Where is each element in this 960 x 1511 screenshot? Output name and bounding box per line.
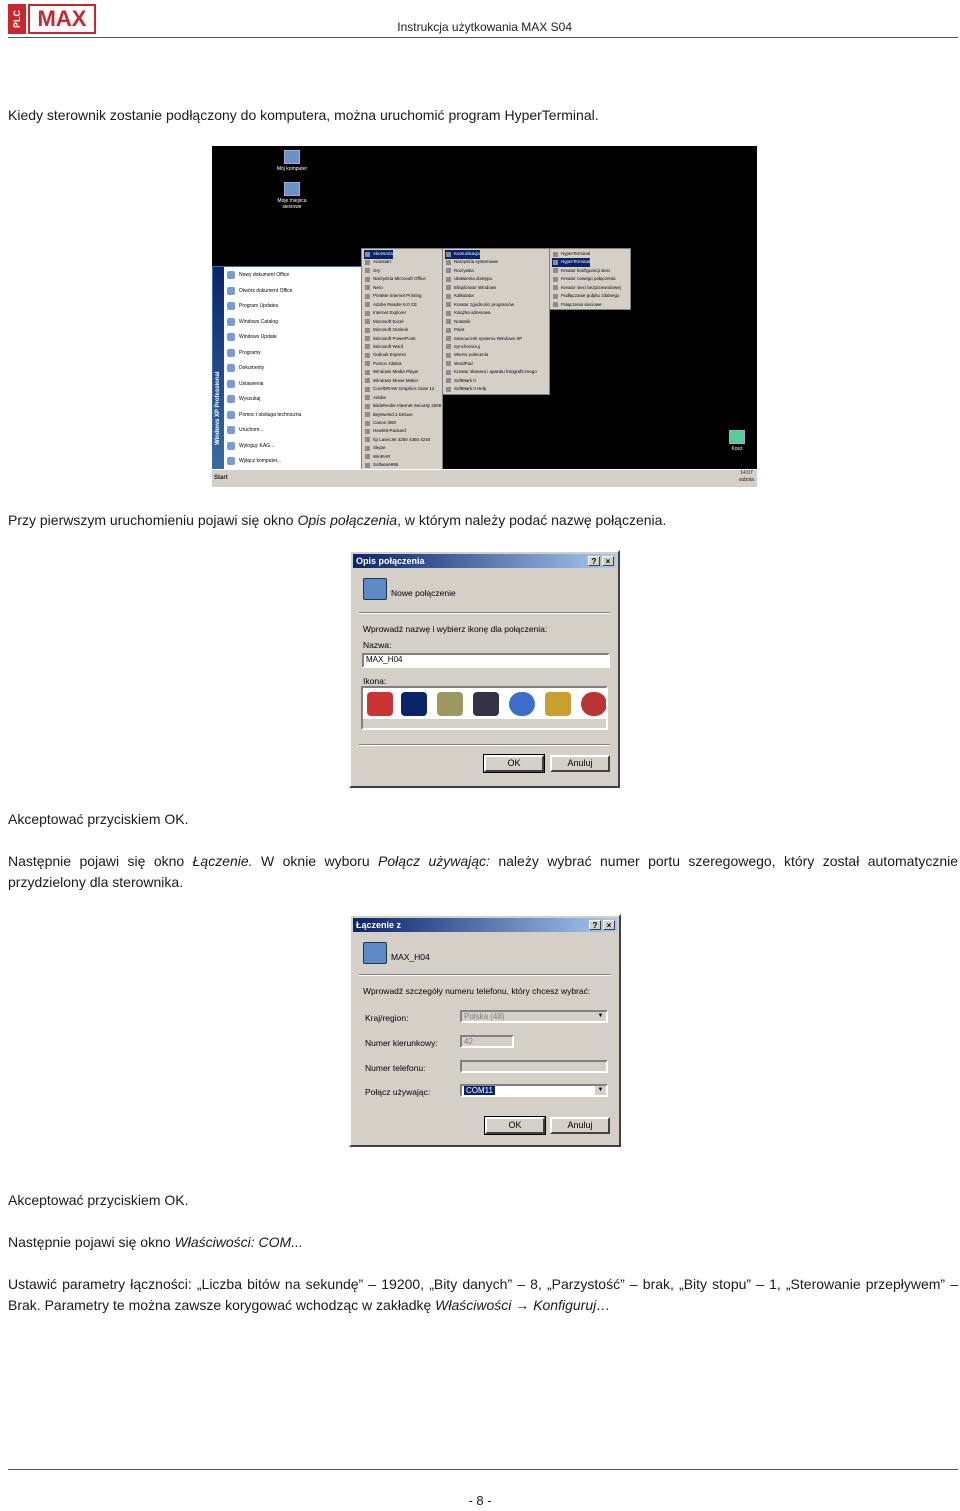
- programs-menu-item[interactable]: Software995: [364, 461, 398, 470]
- accessories-menu-item[interactable]: Synchronizuj: [445, 343, 480, 352]
- start-menu-item[interactable]: Uruchom...: [227, 424, 263, 436]
- fax-icon[interactable]: [437, 692, 463, 716]
- communications-menu-item[interactable]: Połączenia sieciowe: [552, 301, 602, 310]
- start-menu-item[interactable]: Wyloguj: KAG...: [227, 440, 274, 452]
- start-menu-item[interactable]: Windows Update: [227, 331, 277, 343]
- communications-menu-item[interactable]: Kreator nowego połączenia: [552, 275, 616, 284]
- dialog1-titlebar: Opis połączenia ? ×: [353, 554, 616, 568]
- dialog2-separator: [359, 974, 611, 976]
- file-phone-icon[interactable]: [545, 692, 571, 716]
- ok-button[interactable]: OK: [485, 1117, 545, 1134]
- communications-menu-item[interactable]: Kreator konfiguracji sieci: [552, 267, 610, 276]
- connect-to-dialog: [349, 914, 621, 1147]
- recycle-bin-icon: Kosz: [717, 430, 757, 452]
- accessories-menu-item[interactable]: Ułatwienia dostępu: [445, 275, 492, 284]
- start-menu-item[interactable]: Windows Catalog: [227, 316, 278, 328]
- programs-menu-item[interactable]: Internet Explorer: [364, 309, 406, 318]
- chevron-down-icon: ▼: [595, 1086, 606, 1095]
- start-menu-item[interactable]: Otwórz dokument Office: [227, 285, 293, 297]
- globe-icon[interactable]: [509, 692, 535, 716]
- programs-menu-item[interactable]: Canon i550: [364, 419, 396, 428]
- accessories-menu-item[interactable]: Wiersz polecenia: [445, 351, 488, 360]
- programs-submenu: [361, 248, 443, 487]
- programs-menu-item[interactable]: Pomoc zdalna: [364, 360, 402, 369]
- start-button[interactable]: Start: [214, 475, 228, 481]
- programs-menu-item[interactable]: Hewlett-Packard: [364, 427, 406, 436]
- connection-description-dialog: [349, 550, 620, 788]
- icon-scrollbar[interactable]: [363, 719, 606, 728]
- phone-red-icon[interactable]: [367, 692, 393, 716]
- phone-number-input[interactable]: [460, 1060, 608, 1073]
- help-button[interactable]: ?: [588, 556, 600, 566]
- communications-submenu: [549, 248, 631, 310]
- logo-plc-text: PLC: [8, 4, 26, 34]
- paragraph-intro: Kiedy sterownik zostanie podłączony do komputera, można uruchomić program HyperTerminal.: [8, 107, 599, 123]
- dialog2-prompt: Wprowadź szczegóły numeru telefonu, który chcesz wybrać:: [363, 986, 591, 996]
- cancel-button[interactable]: Anuluj: [550, 1117, 610, 1134]
- close-button[interactable]: ×: [602, 556, 614, 566]
- start-menu-item[interactable]: Ustawienia: [227, 378, 263, 390]
- chevron-down-icon: ▼: [595, 1012, 606, 1021]
- start-menu-sidebar: Windows XP Professional: [213, 267, 224, 472]
- programs-menu-item[interactable]: Bitdefender Internet Security 2009: [364, 402, 441, 411]
- ok-button[interactable]: OK: [484, 755, 544, 772]
- dialog1-heading: Nowe połączenie: [391, 588, 456, 598]
- paragraph-settings: Ustawić parametry łączności: „Liczba bitów na sekundę” – 19200, „Bity danych” – 8, „Parzystość” – brak, „Bity stopu” – 1, „Sterowanie przepływem” – Brak. Parametry te można zawsze korygować wchodząc w zakładkę Właściwości → Konfiguruj…: [8, 1276, 958, 1313]
- plcmax-logo: [8, 4, 96, 34]
- dialog1-separator-bottom: [359, 744, 610, 746]
- cancel-button[interactable]: Anuluj: [550, 755, 610, 772]
- accessories-menu-item[interactable]: Kalkulator: [445, 292, 474, 301]
- paragraph-connect-to: Następnie pojawi się okno Łączenie. W oknie wyboru Połącz używając: należy wybrać numer portu szeregowego, który został automatycznie przydzielony dla sterownika.: [8, 853, 958, 890]
- start-menu-item[interactable]: Nowy dokument Office: [227, 269, 289, 281]
- taskbar-clock: 14:07 sobota: [738, 470, 754, 483]
- accessories-submenu: [442, 248, 550, 395]
- selected-modem-icon[interactable]: [401, 692, 427, 716]
- help-button[interactable]: ?: [589, 920, 601, 930]
- communications-menu-item[interactable]: HyperTerminal: [552, 250, 590, 259]
- connection-phone-icon: [363, 578, 387, 600]
- accessories-menu-item[interactable]: Narzędzia systemowe: [445, 258, 498, 267]
- communications-menu-item[interactable]: HyperTerminal: [552, 258, 590, 267]
- accessories-menu-item[interactable]: Paint: [445, 326, 464, 335]
- network-places-icon: Moje miejsca sieciowe: [272, 182, 312, 210]
- programs-menu-item[interactable]: Gry: [364, 267, 380, 276]
- icon-label: Ikona:: [363, 676, 387, 686]
- start-menu-item[interactable]: Pomoc i obsługa techniczna: [227, 409, 301, 421]
- programs-menu-item[interactable]: Windows Media Player: [364, 368, 419, 377]
- programs-menu-item[interactable]: Microsoft Outlook: [364, 326, 408, 335]
- icon-chooser[interactable]: [361, 686, 608, 730]
- area-code-input[interactable]: 42: [460, 1035, 514, 1048]
- accessories-menu-item[interactable]: Komunikacja: [445, 250, 480, 259]
- my-computer-icon: Mój komputer: [272, 150, 312, 172]
- accessories-menu-item[interactable]: SoftMark II: [445, 377, 476, 386]
- document-title: Instrukcja użytkowania MAX S04: [397, 20, 572, 34]
- programs-menu-item[interactable]: Nero: [364, 284, 383, 293]
- programs-menu-item[interactable]: Adobe Reader 6.0 CE: [364, 301, 417, 310]
- taskbar: [212, 469, 757, 487]
- accessories-menu-item[interactable]: Rozrywka: [445, 267, 474, 276]
- connect-using-select[interactable]: COM11 ▼: [460, 1084, 608, 1097]
- programs-menu-item[interactable]: Bejeweled 2 Deluxe: [364, 411, 413, 420]
- programs-menu-item[interactable]: Akcesoria: [364, 250, 393, 259]
- connect-using-label: Połącz używając:: [365, 1087, 431, 1097]
- umbrella-icon[interactable]: [581, 692, 607, 716]
- programs-menu-item[interactable]: Microsoft Word: [364, 343, 403, 352]
- accessories-menu-item[interactable]: Samouczek systemu Windows XP: [445, 335, 522, 344]
- dialog1-prompt: Wprowadź nazwę i wybierz ikonę dla połączenia:: [363, 624, 548, 634]
- programs-menu-item[interactable]: Adobe: [364, 394, 386, 403]
- connection-name: MAX_H04: [391, 952, 430, 962]
- start-menu-item[interactable]: Programy: [227, 347, 261, 359]
- mci-icon[interactable]: [473, 692, 499, 716]
- start-menu-item[interactable]: Wyłącz komputer...: [227, 455, 281, 467]
- start-menu: [212, 266, 362, 473]
- country-select[interactable]: Polska (48) ▼: [460, 1010, 608, 1023]
- paragraph-accept-2: Akceptować przyciskiem OK.: [8, 1192, 189, 1208]
- paragraph-accept-1: Akceptować przyciskiem OK.: [8, 811, 189, 827]
- accessories-menu-item[interactable]: Kreator zgodności programów: [445, 301, 514, 310]
- accessories-menu-item[interactable]: Książka adresowa: [445, 309, 491, 318]
- programs-menu-item[interactable]: PrintMe Internet Printing: [364, 292, 422, 301]
- area-code-label: Numer kierunkowy:: [365, 1038, 438, 1048]
- page-number: - 8 -: [468, 1493, 492, 1508]
- accessories-menu-item[interactable]: SoftMark II Help: [445, 385, 486, 394]
- programs-menu-item[interactable]: Windows Movie Maker: [364, 377, 418, 386]
- programs-menu-item[interactable]: Narzędzia Microsoft Office: [364, 275, 426, 284]
- accessories-menu-item[interactable]: WordPad: [445, 360, 473, 369]
- windows-desktop-screenshot: [212, 146, 757, 487]
- footer-rule: [8, 1469, 958, 1470]
- paragraph-com-properties: Następnie pojawi się okno Właściwości: COM...: [8, 1234, 303, 1250]
- dialog1-separator: [359, 612, 610, 614]
- logo-max-text: MAX: [28, 4, 96, 34]
- header-rule: [8, 37, 958, 38]
- name-label: Nazwa:: [363, 640, 392, 650]
- programs-menu-item[interactable]: Microsoft Excel: [364, 318, 404, 327]
- programs-menu-item[interactable]: Autostart: [364, 258, 391, 267]
- name-input[interactable]: MAX_H04: [362, 653, 610, 668]
- programs-menu-item[interactable]: WinRAR: [364, 453, 390, 462]
- dialog2-titlebar: Łączenie z ? ×: [353, 918, 617, 932]
- accessories-menu-item[interactable]: Kreator skanera i aparatu fotograficznego: [445, 368, 537, 377]
- programs-menu-item[interactable]: Outlook Express: [364, 351, 406, 360]
- programs-menu-item[interactable]: hp LaserJet 4250 4350 4240: [364, 436, 430, 445]
- close-button[interactable]: ×: [603, 920, 615, 930]
- programs-menu-item[interactable]: Skype: [364, 444, 386, 453]
- communications-menu-item[interactable]: Podłączanie pulpitu zdalnego: [552, 292, 620, 301]
- start-menu-item[interactable]: Wyszukaj: [227, 393, 260, 405]
- programs-menu-item[interactable]: CorelDRAW Graphics Suite 12: [364, 385, 434, 394]
- start-menu-item[interactable]: Dokumenty: [227, 362, 264, 374]
- country-label: Kraj/region:: [365, 1013, 409, 1023]
- phone-number-label: Numer telefonu:: [365, 1063, 426, 1073]
- start-menu-item[interactable]: Program Updates: [227, 300, 278, 312]
- accessories-menu-item[interactable]: Notatnik: [445, 318, 471, 327]
- paragraph-first-run: Przy pierwszym uruchomieniu pojawi się okno Opis połączenia, w którym należy podać nazwę połączenia.: [8, 512, 667, 528]
- communications-menu-item[interactable]: Kreator sieci bezprzewodowej: [552, 284, 621, 293]
- programs-menu-item[interactable]: Microsoft PowerPoint: [364, 335, 416, 344]
- accessories-menu-item[interactable]: Eksplorator Windows: [445, 284, 496, 293]
- connection-phone-icon: [363, 942, 387, 964]
